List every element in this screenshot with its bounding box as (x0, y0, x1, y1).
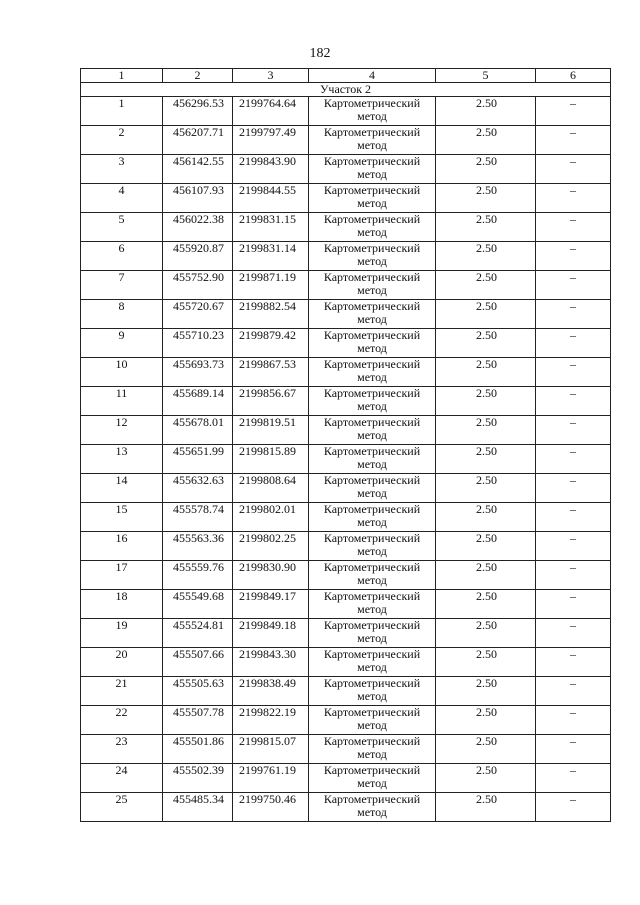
accuracy-value: 2.50 (436, 126, 536, 155)
point-number: 7 (81, 271, 163, 300)
coordinate-x: 455578.74 (163, 503, 233, 532)
method-line2: метод (357, 138, 387, 152)
column-header: 1 (81, 69, 163, 83)
method-line1: Картометрический (323, 792, 421, 806)
point-number: 19 (81, 619, 163, 648)
method-cell (309, 735, 436, 764)
point-number: 24 (81, 764, 163, 793)
coordinate-x: 455920.87 (163, 242, 233, 271)
accuracy-value: 2.50 (436, 213, 536, 242)
method-line1: Картометрический (323, 183, 421, 197)
method-line1: Картометрический (323, 154, 421, 168)
accuracy-value: 2.50 (436, 561, 536, 590)
method-cell (309, 184, 436, 213)
coordinate-x: 456142.55 (163, 155, 233, 184)
accuracy-value: 2.50 (436, 358, 536, 387)
table-row (81, 242, 611, 271)
method-cell (309, 242, 436, 271)
point-number: 9 (81, 329, 163, 358)
method-line2: метод (357, 573, 387, 587)
note-dash: – (536, 416, 611, 445)
accuracy-value: 2.50 (436, 735, 536, 764)
method-line1: Картометрический (323, 502, 421, 516)
method-line1: Картометрический (323, 618, 421, 632)
point-number: 21 (81, 677, 163, 706)
note-dash: – (536, 184, 611, 213)
method-cell (309, 155, 436, 184)
point-number: 15 (81, 503, 163, 532)
point-number: 1 (81, 97, 163, 126)
method-line2: метод (357, 312, 387, 326)
coordinate-y: 2199849.18 (233, 619, 309, 648)
accuracy-value: 2.50 (436, 184, 536, 213)
method-cell (309, 97, 436, 126)
table-row (81, 764, 611, 793)
method-line2: метод (357, 109, 387, 123)
method-cell (309, 503, 436, 532)
note-dash: – (536, 213, 611, 242)
note-dash: – (536, 300, 611, 329)
table-row (81, 793, 611, 822)
accuracy-value: 2.50 (436, 242, 536, 271)
note-dash: – (536, 387, 611, 416)
method-cell (309, 648, 436, 677)
table-row (81, 590, 611, 619)
coordinate-x: 455720.67 (163, 300, 233, 329)
coordinate-y: 2199871.19 (233, 271, 309, 300)
method-line2: метод (357, 747, 387, 761)
method-line1: Картометрический (323, 647, 421, 661)
method-line1: Картометрический (323, 473, 421, 487)
note-dash: – (536, 445, 611, 474)
method-cell (309, 271, 436, 300)
accuracy-value: 2.50 (436, 793, 536, 822)
method-cell (309, 416, 436, 445)
column-header: 5 (436, 69, 536, 83)
point-number: 22 (81, 706, 163, 735)
coordinate-y: 2199849.17 (233, 590, 309, 619)
accuracy-value: 2.50 (436, 706, 536, 735)
point-number: 25 (81, 793, 163, 822)
table-row (81, 97, 611, 126)
method-line2: метод (357, 196, 387, 210)
note-dash: – (536, 503, 611, 532)
method-cell (309, 387, 436, 416)
table-row (81, 706, 611, 735)
coordinate-y: 2199831.15 (233, 213, 309, 242)
method-line1: Картометрический (323, 96, 421, 110)
coordinate-y: 2199867.53 (233, 358, 309, 387)
table-row (81, 474, 611, 503)
coordinate-y: 2199843.30 (233, 648, 309, 677)
coordinate-x: 455507.66 (163, 648, 233, 677)
method-line2: метод (357, 689, 387, 703)
point-number: 13 (81, 445, 163, 474)
coordinate-x: 456207.71 (163, 126, 233, 155)
note-dash: – (536, 271, 611, 300)
point-number: 16 (81, 532, 163, 561)
coordinate-x: 455563.36 (163, 532, 233, 561)
method-cell (309, 677, 436, 706)
method-line2: метод (357, 805, 387, 819)
header-row (81, 69, 611, 83)
method-line1: Картометрический (323, 589, 421, 603)
method-line1: Картометрический (323, 763, 421, 777)
coordinate-y: 2199844.55 (233, 184, 309, 213)
method-line1: Картометрический (323, 444, 421, 458)
coordinate-y: 2199761.19 (233, 764, 309, 793)
accuracy-value: 2.50 (436, 619, 536, 648)
coordinate-x: 455678.01 (163, 416, 233, 445)
coordinate-x: 455507.78 (163, 706, 233, 735)
table-row (81, 619, 611, 648)
method-cell (309, 793, 436, 822)
note-dash: – (536, 648, 611, 677)
table-row (81, 126, 611, 155)
column-header: 6 (536, 69, 611, 83)
method-cell (309, 213, 436, 242)
method-line1: Картометрический (323, 676, 421, 690)
table-row (81, 213, 611, 242)
point-number: 4 (81, 184, 163, 213)
table-row (81, 358, 611, 387)
coordinates-table (80, 68, 611, 822)
coordinate-x: 455559.76 (163, 561, 233, 590)
coordinate-y: 2199808.64 (233, 474, 309, 503)
method-line2: метод (357, 776, 387, 790)
point-number: 17 (81, 561, 163, 590)
coordinate-x: 455752.90 (163, 271, 233, 300)
method-line2: метод (357, 370, 387, 384)
method-cell (309, 590, 436, 619)
method-cell (309, 764, 436, 793)
point-number: 14 (81, 474, 163, 503)
method-line2: метод (357, 341, 387, 355)
method-line2: метод (357, 428, 387, 442)
note-dash: – (536, 764, 611, 793)
coordinate-y: 2199802.25 (233, 532, 309, 561)
point-number: 3 (81, 155, 163, 184)
method-cell (309, 619, 436, 648)
accuracy-value: 2.50 (436, 97, 536, 126)
method-line1: Картометрический (323, 299, 421, 313)
section-title: Участок 2 (81, 83, 611, 97)
note-dash: – (536, 793, 611, 822)
method-cell (309, 561, 436, 590)
method-line2: метод (357, 602, 387, 616)
accuracy-value: 2.50 (436, 764, 536, 793)
method-line2: метод (357, 660, 387, 674)
coordinate-x: 455524.81 (163, 619, 233, 648)
method-line1: Картометрический (323, 560, 421, 574)
method-line1: Картометрический (323, 734, 421, 748)
page-number: 182 (309, 46, 331, 61)
accuracy-value: 2.50 (436, 300, 536, 329)
point-number: 2 (81, 126, 163, 155)
method-cell (309, 329, 436, 358)
column-header: 4 (309, 69, 436, 83)
table-row (81, 445, 611, 474)
coordinate-x: 456107.93 (163, 184, 233, 213)
method-line1: Картометрический (323, 357, 421, 371)
method-line1: Картометрический (323, 270, 421, 284)
note-dash: – (536, 590, 611, 619)
accuracy-value: 2.50 (436, 474, 536, 503)
table-row (81, 416, 611, 445)
method-line2: метод (357, 399, 387, 413)
method-line2: метод (357, 544, 387, 558)
table-row (81, 532, 611, 561)
method-cell (309, 300, 436, 329)
coordinate-y: 2199830.90 (233, 561, 309, 590)
accuracy-value: 2.50 (436, 155, 536, 184)
accuracy-value: 2.50 (436, 387, 536, 416)
table-row (81, 648, 611, 677)
coordinate-y: 2199764.64 (233, 97, 309, 126)
point-number: 10 (81, 358, 163, 387)
point-number: 5 (81, 213, 163, 242)
coordinate-x: 455632.63 (163, 474, 233, 503)
note-dash: – (536, 155, 611, 184)
coordinate-y: 2199856.67 (233, 387, 309, 416)
accuracy-value: 2.50 (436, 503, 536, 532)
note-dash: – (536, 474, 611, 503)
note-dash: – (536, 358, 611, 387)
accuracy-value: 2.50 (436, 445, 536, 474)
table-row (81, 155, 611, 184)
method-cell (309, 445, 436, 474)
point-number: 6 (81, 242, 163, 271)
note-dash: – (536, 619, 611, 648)
method-line2: метод (357, 515, 387, 529)
coordinate-y: 2199750.46 (233, 793, 309, 822)
table-row (81, 387, 611, 416)
method-line2: метод (357, 457, 387, 471)
coordinate-x: 455502.39 (163, 764, 233, 793)
method-line1: Картометрический (323, 386, 421, 400)
method-line2: метод (357, 486, 387, 500)
method-cell (309, 474, 436, 503)
point-number: 23 (81, 735, 163, 764)
method-line1: Картометрический (323, 705, 421, 719)
note-dash: – (536, 97, 611, 126)
note-dash: – (536, 706, 611, 735)
column-header: 3 (233, 69, 309, 83)
coordinate-y: 2199882.54 (233, 300, 309, 329)
note-dash: – (536, 735, 611, 764)
accuracy-value: 2.50 (436, 329, 536, 358)
coordinate-y: 2199822.19 (233, 706, 309, 735)
coordinate-y: 2199819.51 (233, 416, 309, 445)
coordinate-y: 2199831.14 (233, 242, 309, 271)
coordinate-x: 455689.14 (163, 387, 233, 416)
table-row (81, 561, 611, 590)
table-row (81, 184, 611, 213)
coordinate-y: 2199815.07 (233, 735, 309, 764)
note-dash: – (536, 561, 611, 590)
coordinate-x: 456022.38 (163, 213, 233, 242)
table-row (81, 329, 611, 358)
accuracy-value: 2.50 (436, 677, 536, 706)
coordinate-x: 455651.99 (163, 445, 233, 474)
coordinate-x: 455710.23 (163, 329, 233, 358)
note-dash: – (536, 126, 611, 155)
coordinate-x: 456296.53 (163, 97, 233, 126)
note-dash: – (536, 677, 611, 706)
coordinate-x: 455693.73 (163, 358, 233, 387)
method-line2: метод (357, 718, 387, 732)
method-cell (309, 126, 436, 155)
point-number: 11 (81, 387, 163, 416)
method-line1: Картометрический (323, 241, 421, 255)
coordinate-y: 2199802.01 (233, 503, 309, 532)
accuracy-value: 2.50 (436, 532, 536, 561)
accuracy-value: 2.50 (436, 416, 536, 445)
note-dash: – (536, 532, 611, 561)
accuracy-value: 2.50 (436, 271, 536, 300)
accuracy-value: 2.50 (436, 648, 536, 677)
method-line1: Картометрический (323, 212, 421, 226)
column-header: 2 (163, 69, 233, 83)
method-cell (309, 532, 436, 561)
coordinate-y: 2199797.49 (233, 126, 309, 155)
note-dash: – (536, 242, 611, 271)
method-line1: Картометрический (323, 531, 421, 545)
table-row (81, 300, 611, 329)
point-number: 12 (81, 416, 163, 445)
section-row (81, 83, 611, 97)
note-dash: – (536, 329, 611, 358)
point-number: 20 (81, 648, 163, 677)
method-cell (309, 706, 436, 735)
point-number: 18 (81, 590, 163, 619)
method-line2: метод (357, 631, 387, 645)
method-line1: Картометрический (323, 415, 421, 429)
table-row (81, 503, 611, 532)
method-cell (309, 358, 436, 387)
coordinate-x: 455505.63 (163, 677, 233, 706)
coordinate-y: 2199815.89 (233, 445, 309, 474)
method-line1: Картометрический (323, 328, 421, 342)
point-number: 8 (81, 300, 163, 329)
method-line1: Картометрический (323, 125, 421, 139)
method-line2: метод (357, 225, 387, 239)
table-row (81, 271, 611, 300)
coordinate-x: 455501.86 (163, 735, 233, 764)
table-row (81, 735, 611, 764)
coordinate-y: 2199838.49 (233, 677, 309, 706)
method-line2: метод (357, 283, 387, 297)
accuracy-value: 2.50 (436, 590, 536, 619)
method-line2: метод (357, 254, 387, 268)
coordinate-y: 2199879.42 (233, 329, 309, 358)
coordinate-x: 455485.34 (163, 793, 233, 822)
coordinate-x: 455549.68 (163, 590, 233, 619)
coordinate-y: 2199843.90 (233, 155, 309, 184)
table-row (81, 677, 611, 706)
method-line2: метод (357, 167, 387, 181)
